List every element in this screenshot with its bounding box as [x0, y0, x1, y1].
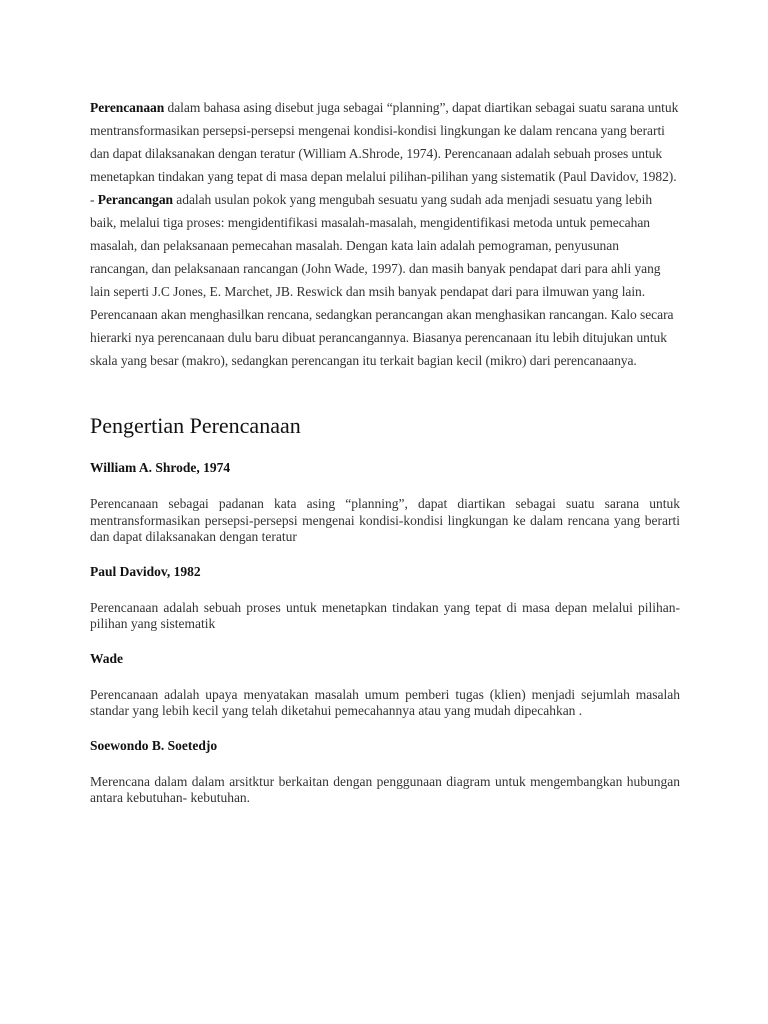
definition-author: William A. Shrode, 1974 [90, 460, 231, 475]
intro-paragraph-2 [90, 188, 680, 303]
intro-section [90, 96, 680, 372]
intro-paragraph-1-text: dalam bahasa asing disebut juga sebagai “planning”, dapat diartikan sebagai suatu sarana untuk mentransformasikan persepsi-persepsi mengenai kondisi-kondisi lingkungan ke dalam rencana yang berarti dan dapat dilaksanakan dengan teratur (William A.Shrode, 1974). Perencanaan adalah sebuah proses untuk menetapkan tindakan yang tepat di masa depan melalui pilihan-pilihan yang sistematik (Paul Davidov, 1982). [90, 100, 679, 184]
definition-text: Perencanaan sebagai padanan kata asing “planning”, dapat diartikan sebagai suatu sarana untuk mentransformasikan persepsi-persepsi mengenai kondisi-kondisi lingkungan ke dalam rencana yang berarti dan dapat dilaksanakan dengan teratur [90, 496, 680, 544]
section-title: Pengertian Perencanaan [90, 413, 301, 438]
definition-text: Merencana dalam dalam arsitktur berkaitan dengan penggunaan diagram untuk mengembangkan hubungan antara kebutuhan- kebutuhan. [90, 773, 680, 805]
document-page [90, 96, 680, 807]
definition-author: Soewondo B. Soetedjo [90, 737, 218, 753]
intro-paragraph-2-text: adalah usulan pokok yang mengubah sesuatu yang sudah ada menjadi sesuatu yang lebih baik, melalui tiga proses: mengidentifikasi masalah-masalah, mengidentifikasi metoda untuk pemecahan masalah, dan pelaksanaan pemecahan masalah. Dengan kata lain adalah pemograman, penyusunan rancangan, dan pelaksanaan rancangan (John Wade, 1997). dan masih banyak pendapat dari para ahli yang lain seperti J.C Jones, E. Marchet, JB. Reswick dan msih banyak pendapat dari para ilmuwan yang lain. [90, 192, 661, 299]
definition-author: Wade [90, 650, 124, 666]
definition-list [90, 459, 680, 807]
intro-paragraph-3: Perencanaan akan menghasilkan rencana, sedangkan perancangan akan menghasikan rancangan. Kalo secara hierarki nya perencanaan dulu baru dibuat perancangannya. Biasanya perencanaan itu lebih ditujukan untuk skala yang besar (makro), sedangkan perencangan itu terkait bagian kecil (mikro) dari perencanaanya. [90, 307, 674, 368]
list-dash: - [90, 192, 98, 207]
definition-text: Perencanaan adalah sebuah proses untuk menetapkan tindakan yang tepat di masa depan melalui pilihan-pilihan yang sistematik [90, 599, 680, 631]
term-perencanaan: Perencanaan [90, 100, 165, 115]
definition-author: Paul Davidov, 1982 [90, 563, 201, 579]
term-perancangan: Perancangan [97, 192, 173, 207]
definition-text: Perencanaan adalah upaya menyatakan masalah umum pemberi tugas (klien) menjadi sejumlah masalah standar yang lebih kecil yang telah diketahui pemecahannya atau yang mudah dipecahkan . [90, 686, 680, 718]
intro-paragraph-1 [90, 96, 680, 188]
